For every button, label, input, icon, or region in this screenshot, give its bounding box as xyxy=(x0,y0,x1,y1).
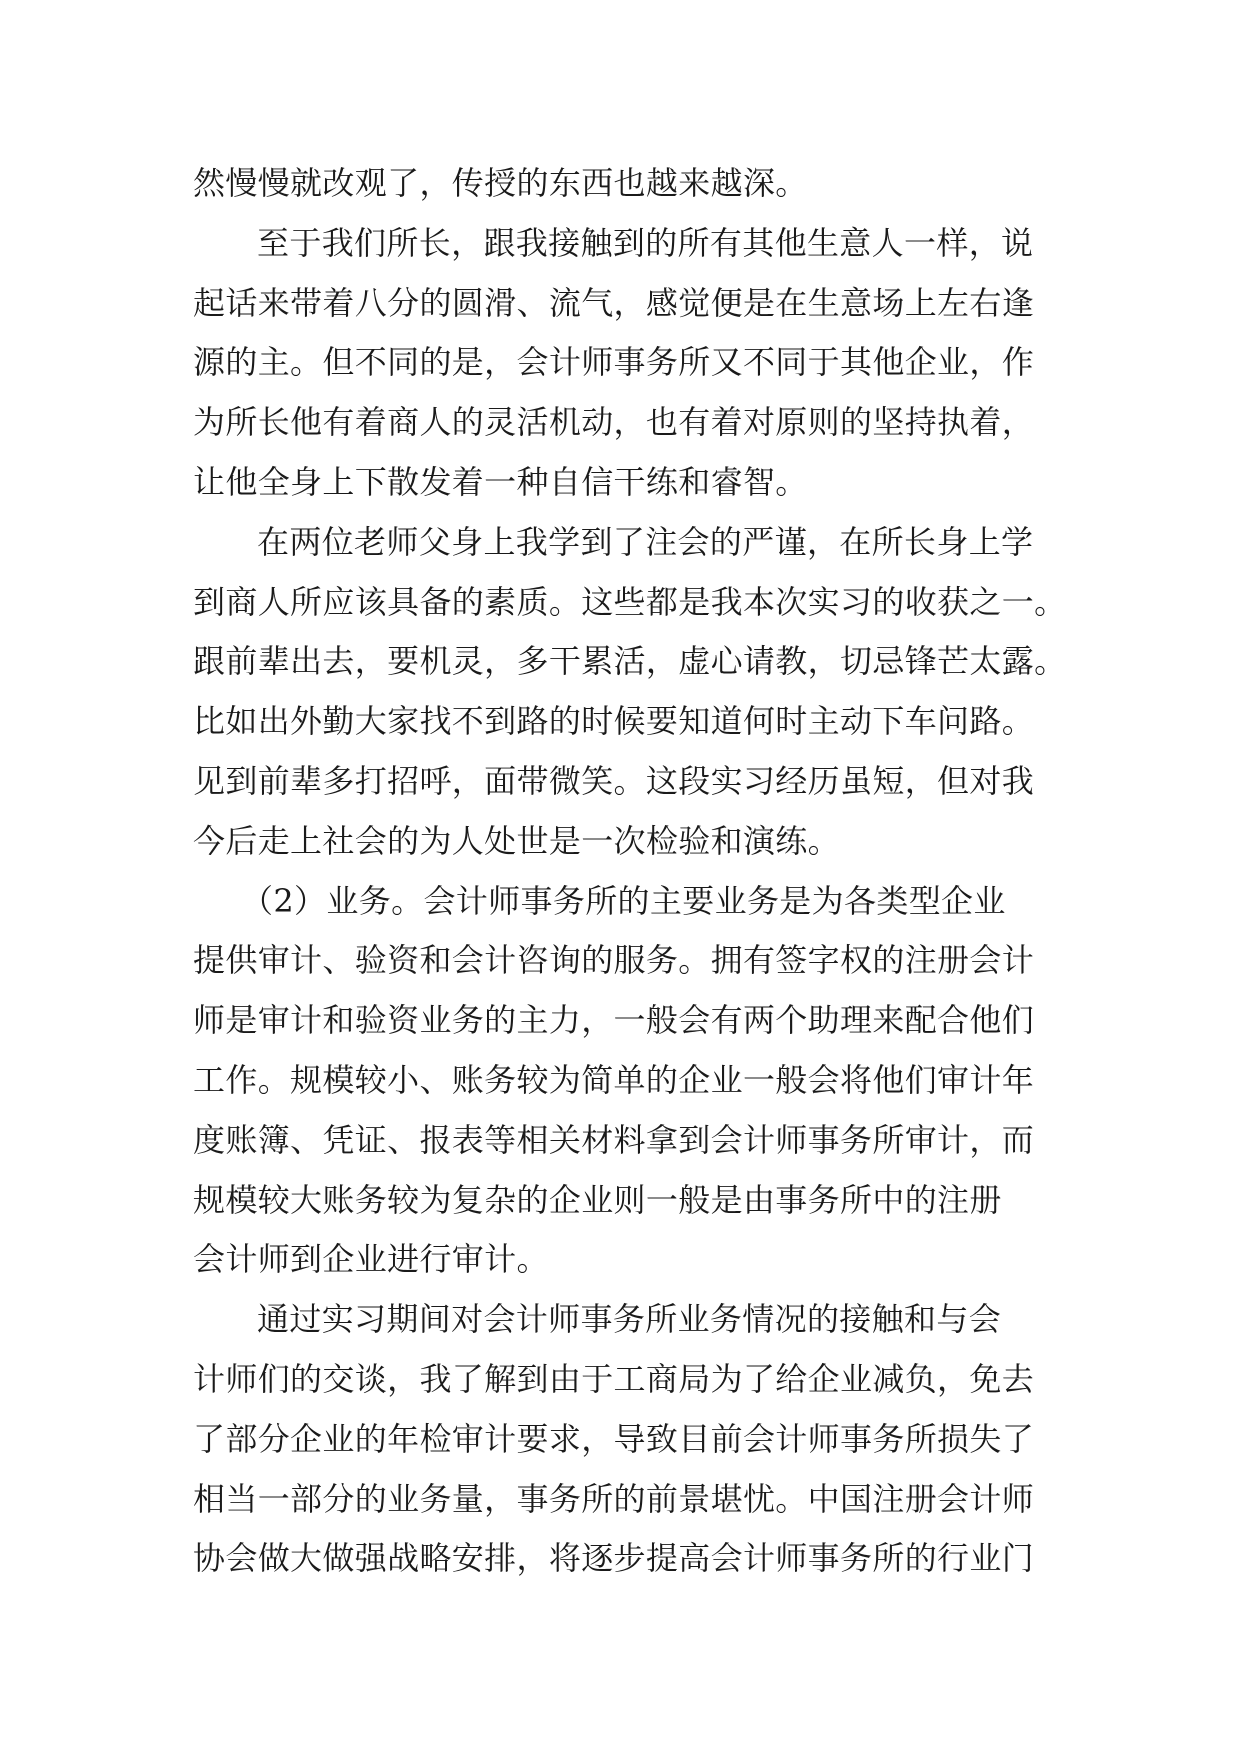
text-line: 然慢慢就改观了，传授的东西也越来越深。 xyxy=(193,164,808,202)
text-line: 会计师到企业进行审计。 xyxy=(193,1240,549,1279)
text-line: 了部分企业的年检审计要求，导致目前会计师事务所损失了 xyxy=(193,1419,1035,1458)
text-line: 今后走上社会的为人处世是一次检验和演练。 xyxy=(193,821,841,860)
text-line: 在两位老师父身上我学到了注会的严谨，在所长身上学 xyxy=(257,522,1034,561)
text-line: 度账簿、凭证、报表等相关材料拿到会计师事务所审计，而 xyxy=(193,1120,1035,1159)
text-line: 到商人所应该具备的素质。这些都是我本次实习的收获之一。 xyxy=(193,582,1067,621)
text-line: 让他全身上下散发着一种自信干练和睿智。 xyxy=(193,462,808,501)
text-line: 通过实习期间对会计师事务所业务情况的接触和与会 xyxy=(257,1300,1002,1339)
text-line: 提供审计、验资和会计咨询的服务。拥有签字权的注册会计 xyxy=(193,941,1035,980)
text-line: 起话来带着八分的圆滑、流气，感觉便是在生意场上左右逢 xyxy=(193,283,1035,322)
text-line: 至于我们所长，跟我接触到的所有其他生意人一样，说 xyxy=(257,223,1034,262)
body-text xyxy=(193,154,1073,1589)
text-line: 协会做大做强战略安排，将逐步提高会计师事务所的行业门 xyxy=(193,1539,1035,1578)
text-line: 见到前辈多打招呼，面带微笑。这段实习经历虽短，但对我 xyxy=(193,761,1035,800)
text-line: 相当一部分的业务量，事务所的前景堪忧。中国注册会计师 xyxy=(193,1479,1035,1518)
text-line: 工作。规模较小、账务较为简单的企业一般会将他们审计年 xyxy=(193,1060,1035,1099)
text-line: （2）业务。会计师事务所的主要业务是为各类型企业 xyxy=(241,881,1006,920)
text-line: 师是审计和验资业务的主力，一般会有两个助理来配合他们 xyxy=(193,1001,1035,1040)
text-line: 计师们的交谈，我了解到由于工商局为了给企业减负，免去 xyxy=(193,1359,1035,1398)
text-line: 规模较大账务较为复杂的企业则一般是由事务所中的注册 xyxy=(193,1180,1002,1219)
text-line: 比如出外勤大家找不到路的时候要知道何时主动下车问路。 xyxy=(193,702,1035,741)
text-line: 为所长他有着商人的灵活机动，也有着对原则的坚持执着， xyxy=(193,403,1035,442)
text-line: 跟前辈出去，要机灵，多干累活，虚心请教，切忌锋芒太露。 xyxy=(193,642,1067,681)
text-line: 源的主。但不同的是，会计师事务所又不同于其他企业，作 xyxy=(193,343,1035,382)
